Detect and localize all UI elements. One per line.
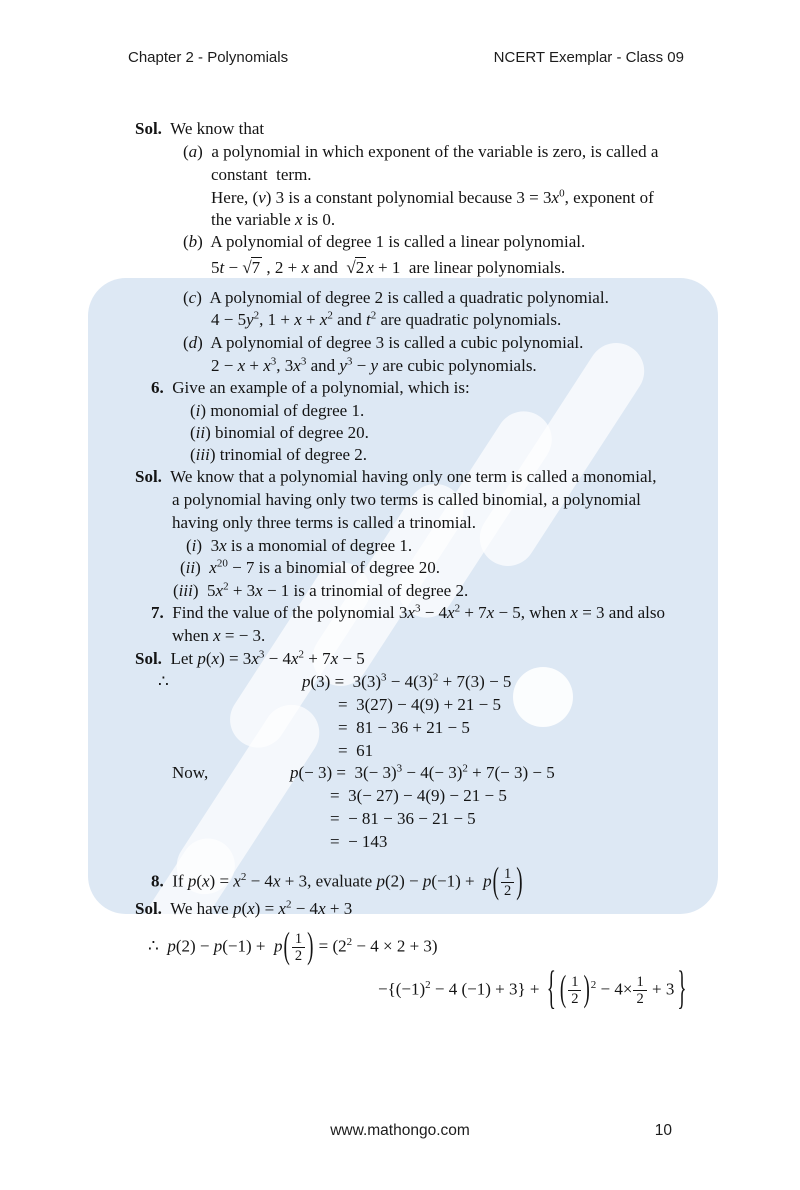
text-line: having only three terms is called a trinomial. xyxy=(172,513,477,532)
page-header xyxy=(128,49,684,66)
text-line: 6. Give an example of a polynomial, which is: xyxy=(151,378,470,397)
header-book-title: NCERT Exemplar - Class 09 xyxy=(493,49,684,66)
text-line: (d) A polynomial of degree 3 is called a cubic polynomial. xyxy=(183,333,584,352)
text-line: (iii) trinomial of degree 2. xyxy=(190,445,368,464)
text-line: $p(- 3) = 3(- 3)^3 - 4(- 3)^2 + 7(- 3) - 5$ xyxy=(290,762,555,782)
text-line: (a) a polynomial in which exponent of the variable is zero, is called a xyxy=(183,142,659,161)
text-line: 7. Find the value of the polynomial $3x^3 - 4x^2 + 7x - 5$, when x = 3 and also xyxy=(151,602,665,622)
text-line: = 61 xyxy=(338,741,374,760)
text-line: (i) monomial of degree 1. xyxy=(190,401,365,420)
text-line: = − 143 xyxy=(330,832,388,851)
watermark-logo-dot xyxy=(513,667,573,727)
text-line: constant term. xyxy=(211,165,312,184)
text-line: Now, xyxy=(172,763,209,782)
page-number: 10 xyxy=(654,1122,672,1139)
text-line: (ii) binomial of degree 20. xyxy=(190,423,369,442)
text-line: $4 - 5y^2$, $1 + x + x^2$ and $t^2$ are quadratic polynomials. xyxy=(211,309,562,329)
text-line: ∴ p(2) − p(−1) + p( $\frac{1}{2}$ ) = $(2^2 - 4 \times 2 + 3)$ xyxy=(148,926,438,968)
text-line: = 81 − 36 + 21 − 5 xyxy=(338,718,470,737)
text-line: = − 81 − 36 − 21 − 5 xyxy=(330,809,476,828)
text-line: ∴ xyxy=(158,672,169,691)
text-line: $p(3) = 3(3)^3 - 4(3)^2 + 7(3) - 5$ xyxy=(302,671,512,691)
text-line: (c) A polynomial of degree 2 is called a quadratic polynomial. xyxy=(183,288,609,307)
text-line: Sol. We have $p(x) = x^2 - 4x + 3$ xyxy=(135,898,353,918)
text-line: (ii) $x^{20} - 7$ is a binomial of degree 20. xyxy=(180,557,440,577)
text-line: when x = − 3. xyxy=(172,626,266,645)
text-line: (iii) $5x^2 + 3x - 1$ is a trinomial of degree 2. xyxy=(173,580,469,600)
text-line: = 3(27) − 4(9) + 21 − 5 xyxy=(338,695,501,714)
text-line: $2 - x + x^3$, $3x^3$ and $y^3 - y$ are cubic polynomials. xyxy=(211,355,537,375)
text-line: Sol. We know that xyxy=(135,119,265,138)
page-footer xyxy=(0,1122,800,1140)
text-line: the variable x is 0. xyxy=(211,210,336,229)
header-chapter-title: Chapter 2 - Polynomials xyxy=(128,49,289,66)
text-line: (i) 3x is a monomial of degree 1. xyxy=(186,536,413,555)
text-line: (b) A polynomial of degree 1 is called a linear polynomial. xyxy=(183,232,586,251)
text-line: = 3(− 27) − 4(9) − 21 − 5 xyxy=(330,786,507,805)
text-line: Here, (v) 3 is a constant polynomial because $3 = 3x^0$, exponent of xyxy=(211,187,654,207)
text-line: Sol. Let $p(x) = 3x^3 - 4x^2 + 7x - 5$ xyxy=(135,648,365,668)
text-line: 8. If $p(x) = x^2 - 4x + 3$, evaluate p(2) − p(−1) + p( $\frac{1}{2}$ ) xyxy=(151,861,523,903)
text-line: 5t − √7 , 2 + x and √2 x + 1 are linear polynomials. xyxy=(211,258,566,277)
text-line: $-\{(-1)^2 - 4$ (−1) + 3} + { ( $\frac{1}{2}$ )$^2$ − 4× $\frac{1}{2}$ + 3 } xyxy=(378,963,687,1016)
text-line: Sol. We know that a polynomial having only one term is called a monomial, xyxy=(135,467,657,486)
text-line: a polynomial having only two terms is called binomial, a polynomial xyxy=(172,490,641,509)
footer-website-link[interactable]: www.mathongo.com xyxy=(330,1122,470,1139)
